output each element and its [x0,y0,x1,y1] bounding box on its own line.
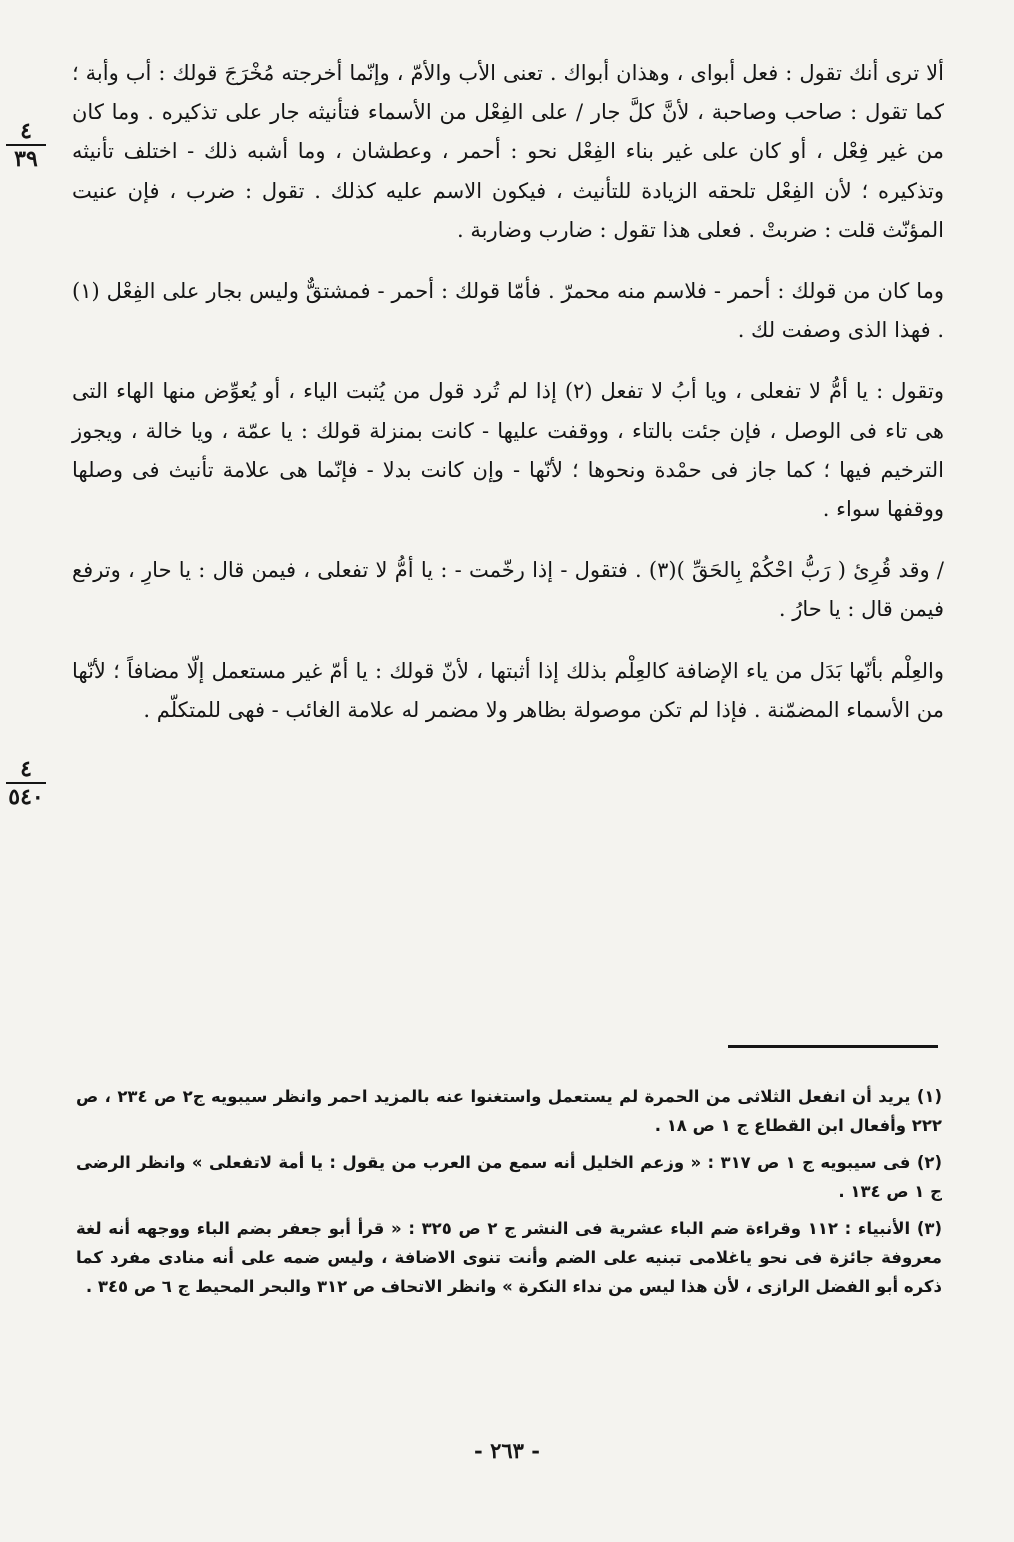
margin-ref-volume: ٤ [20,118,32,144]
footnote-2: (٢) فى سيبويه ج ١ ص ٣١٧ : « وزعم الخليل أنه سمع من العرب من يقول : يا أمة لاتفعلى » وانظر الرضى ج ١ ص ١٣٤ . [76,1153,942,1201]
footnote-3: (٣) الأنبياء : ١١٢ وقراءة ضم الباء عشرية فى النشر ج ٢ ص ٣٢٥ : « قرأ أبو جعفر بضم الباء ووجهه أنه لغة معروفة جائزة فى نحو ياغلامى تبنيه على الضم وأنت تنوى الاضافة ، وليس ضمه على أنه منادى مفرد كما ذكره أبو الفضل الرازى ، لأن هذا ليس من نداء النكرة » وانظر الاتحاف ص ٣١٢ والبحر المحيط ج ٦ ص ٣٤٥ . [76,1219,942,1296]
paragraph: ألا ترى أنك تقول : فعل أبواى ، وهذان أبواك . تعنى الأب والأمّ ، وإنّما أخرجته مُخْرَجَ قولك : أب وأبة ؛ كما تقول : صاحب وصاحبة ، لأنَّ كلَّ جار / على الفِعْل من الأسماء فتأنيثه جار على تذكيره . وما كان من غير فِعْل ، أو كان على غير بناء الفِعْل نحو : أحمر ، وعطشان ، وما أشبه ذلك - اختلف تأنيثه وتذكيره ؛ لأن الفِعْل تلحقه الزيادة للتأنيث ، فيكون الاسم عليه كذلك . تقول : ضرب ، فإن عنيت المؤنّث قلت : ضربتْ . فعلى هذا تقول : ضارب وضاربة . [72,61,944,242]
paragraph: والعِلْم بأنّها بَدَل من ياء الإضافة كالعِلْم بذلك إذا أثبتها ، لأنّ قولك : يا أمّ غير مستعمل إلّا مضافاً ؛ لأنّها من الأسماء المضمّنة . فإذا لم تكن موصولة بظاهر ولا مضمر له علامة الغائب - فهى للمتكلّم . [72,658,944,722]
footnote-1: (١) يريد أن انفعل الثلاثى من الحمرة لم يستعمل واستغنوا عنه بالمزيد احمر وانظر سيبويه ج٢ ص ٢٣٤ ، ص ٢٢٢ وأفعال ابن القطاع ج ١ ص ١٨ . [76,1087,943,1135]
paragraph-gap [72,630,944,652]
margin-ref-page: ٥٤٠ [8,784,44,810]
footnote-separator [728,1045,938,1048]
paragraph-gap [72,250,944,272]
margin-ref-volume: ٤ [20,756,32,782]
footnotes [76,1082,942,1309]
paragraph-gap [72,529,944,551]
margin-ref-page: ٣٩ [14,146,38,172]
margin-reference-2 [2,756,50,810]
paragraph: / وقد قُرِئ ( رَبُّ احْكُمْ بِالحَقِّ )(٣) . فتقول - إذا رخّمت - : يا أمُّ لا تفعلى ، فيمن قال : يا حارِ ، وترفع فيمن قال : يا حارُ . [72,558,944,622]
page-number: - ٢٦٣ - [474,1438,540,1463]
paragraph: وما كان من قولك : أحمر - فلاسم منه محمرّ . فأمّا قولك : أحمر - فمشتقٌّ وليس بجار على الفِعْل (١) . فهذا الذى وصفت لك . [72,279,944,343]
main-text [72,54,944,730]
paragraph: وتقول : يا أمُّ لا تفعلى ، ويا أبُ لا تفعل (٢) إذا لم تُرد قول من يُثبت الياء ، أو يُعوِّض منها الهاء التى هى تاء فى الوصل ، فإن جئت بالتاء ، ووقفت عليها - كانت بمنزلة قولك : يا عمّة ، ويا خالة ، ويجوز الترخيم فيها ؛ كما جاز فى حمْدة ونحوها ؛ لأنّها - وإن كانت بدلا - فإنّما هى علامة تأنيث فى وصلها ووقفها سواء . [72,379,944,522]
margin-reference-1 [2,118,50,172]
paragraph-gap [72,350,944,372]
